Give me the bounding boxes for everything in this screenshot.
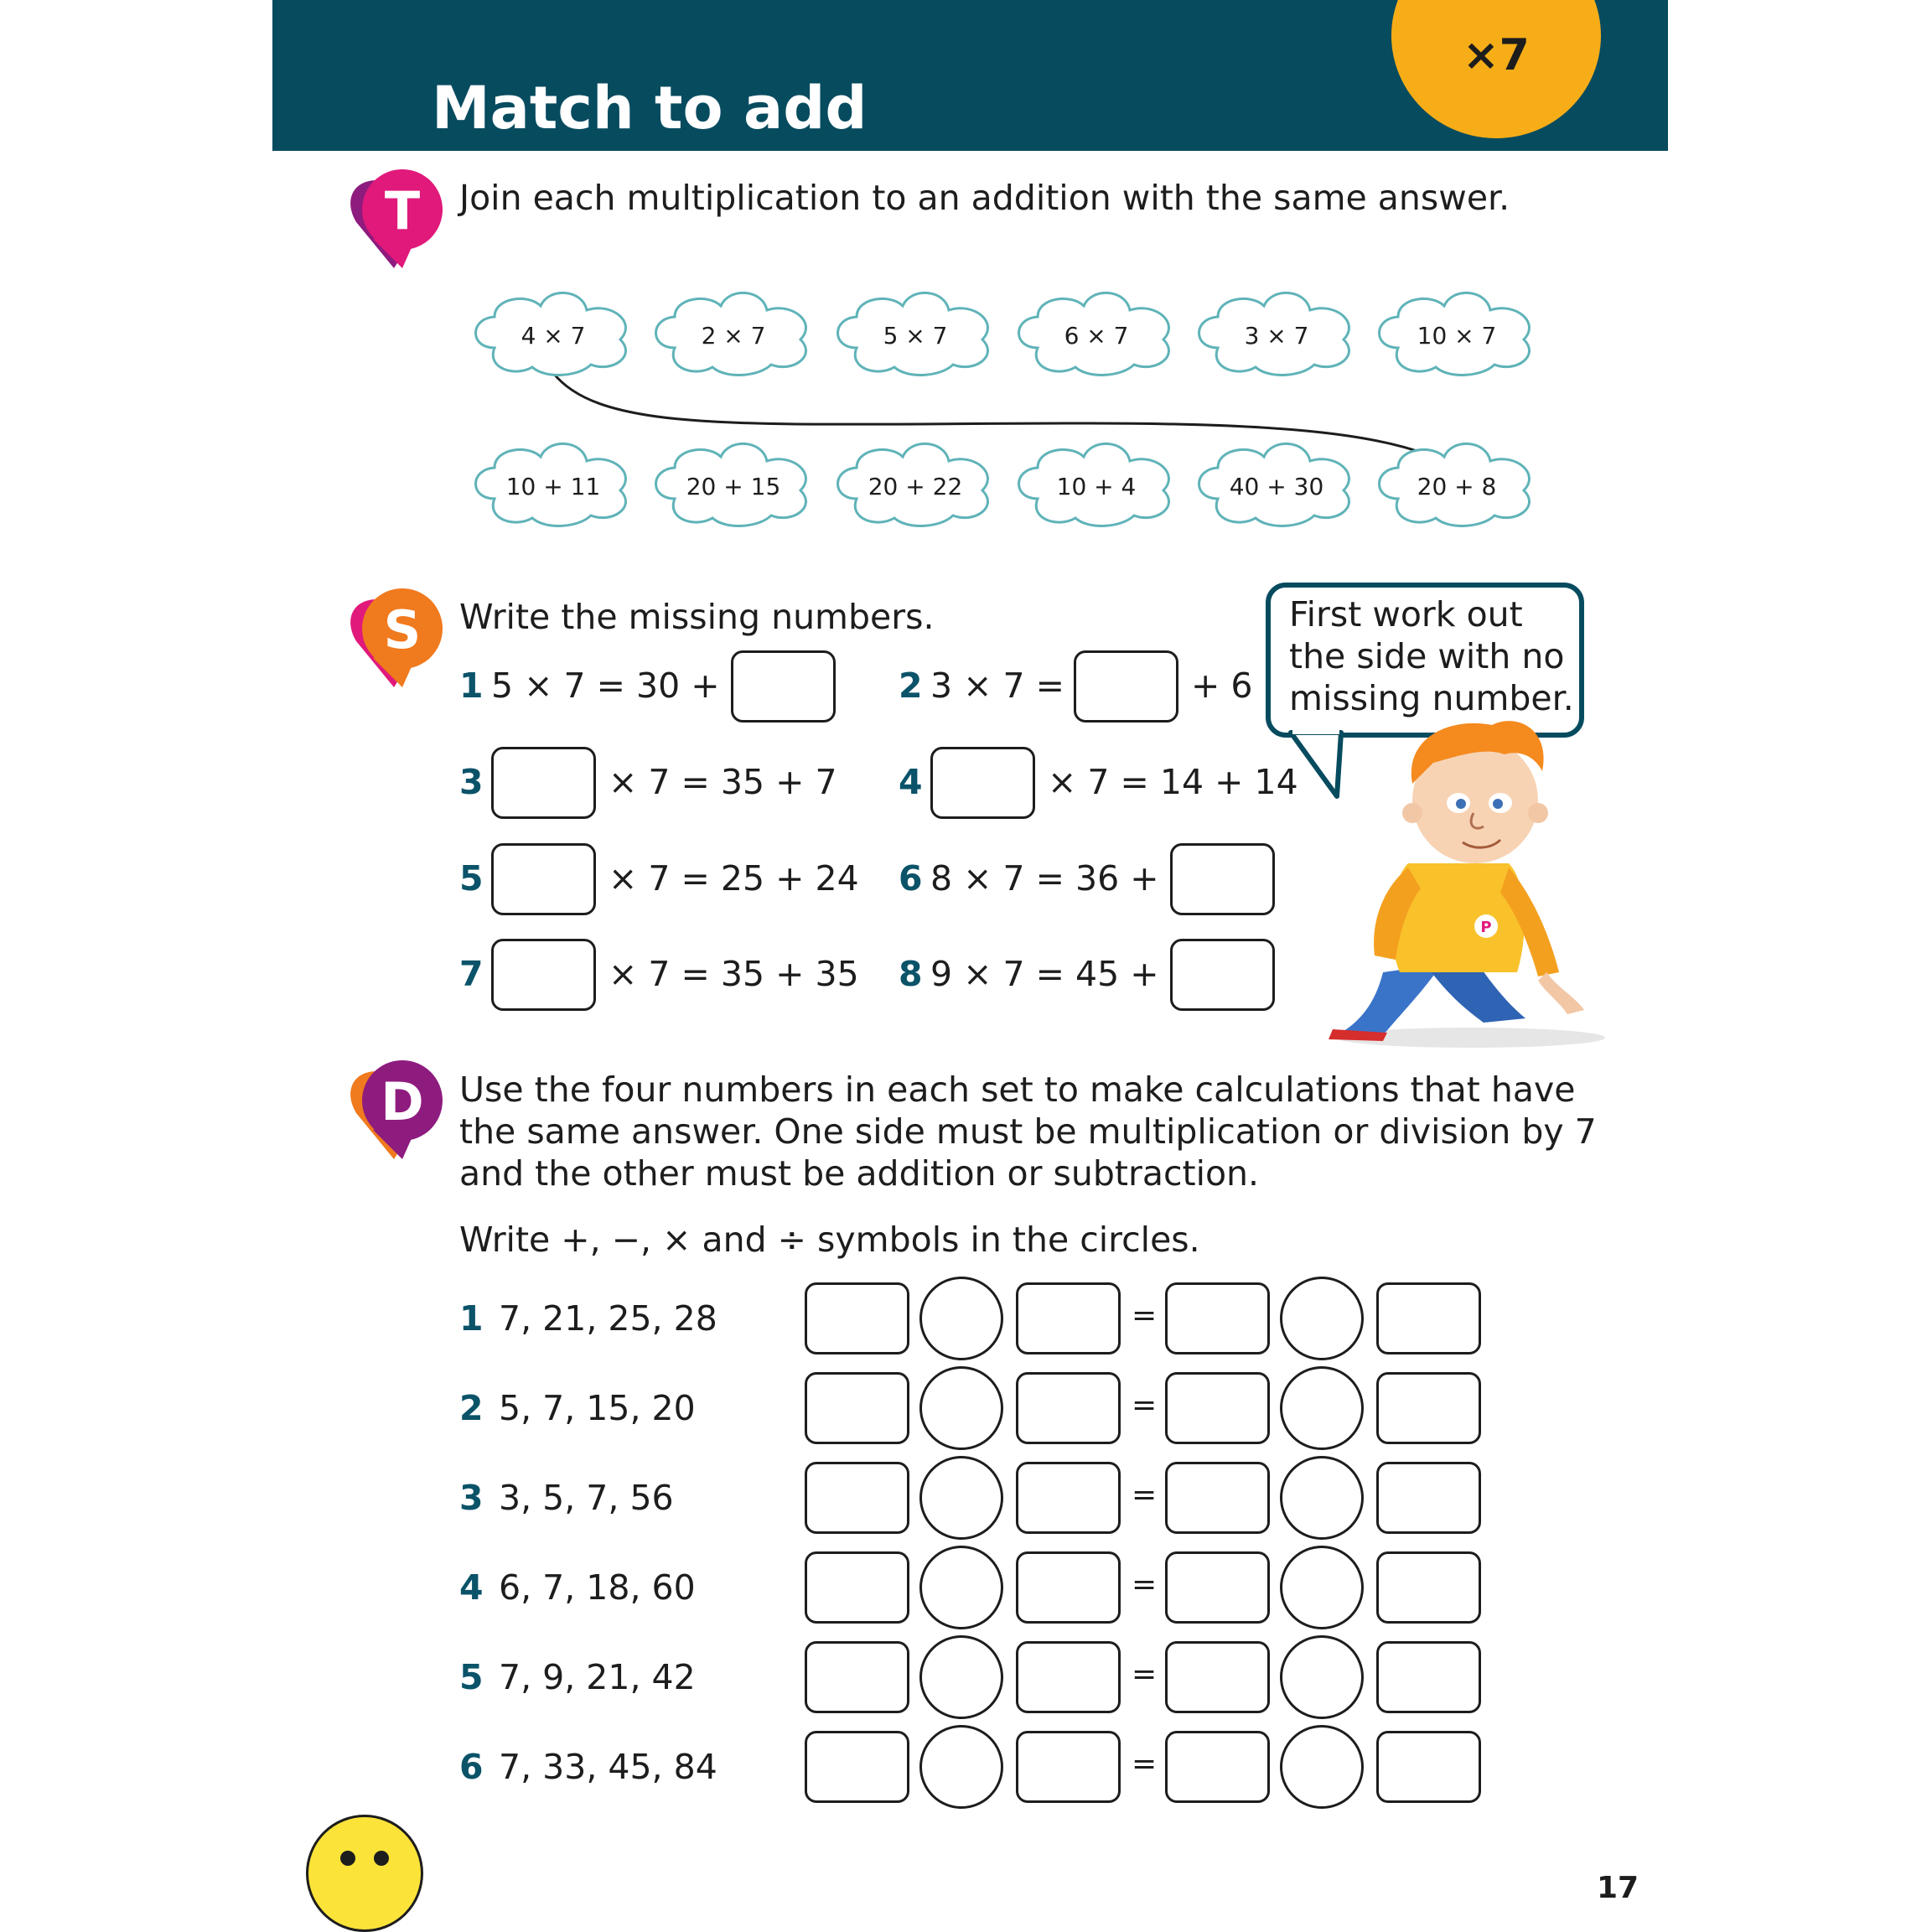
page-number: 17 <box>1597 1871 1639 1905</box>
question-number: 6 <box>899 858 923 899</box>
number-box[interactable] <box>805 1551 909 1624</box>
equation-right-text: + 6 <box>1191 666 1253 706</box>
multiplication-label: 10 × 7 <box>1417 322 1497 350</box>
operator-circle[interactable] <box>1280 1456 1364 1540</box>
number-box[interactable] <box>805 1731 909 1803</box>
operator-circle[interactable] <box>1280 1635 1364 1719</box>
marker-d-icon <box>339 1054 448 1163</box>
number-box[interactable] <box>1016 1641 1121 1713</box>
operator-circle[interactable] <box>919 1366 1003 1450</box>
multiplication-label: 2 × 7 <box>701 322 766 350</box>
equals-sign: = <box>1132 1567 1158 1602</box>
set-number: 3 <box>459 1478 484 1518</box>
boy-character-illustration <box>1324 721 1609 1052</box>
instruction-s: Write the missing numbers. <box>459 597 935 637</box>
instruction-d: Use the four numbers in each set to make calculations that have the same answer. One side must be multiplication or division by 7 and the other must be addition or subtraction. <box>459 1070 1597 1194</box>
addition-cloud[interactable] <box>1380 443 1530 526</box>
addition-cloud[interactable] <box>838 443 988 526</box>
operator-circle[interactable] <box>919 1725 1003 1809</box>
badge-label: ×7 <box>1463 30 1530 80</box>
multiplication-label: 6 × 7 <box>1064 322 1129 350</box>
number-box[interactable] <box>805 1641 909 1713</box>
addition-label: 10 + 11 <box>505 473 601 500</box>
equation-right-text: × 7 = 14 + 14 <box>1048 762 1298 802</box>
operator-circle[interactable] <box>1280 1366 1364 1450</box>
equals-sign: = <box>1132 1478 1158 1512</box>
multiplication-cloud[interactable] <box>656 293 806 375</box>
answer-box[interactable] <box>1074 650 1178 723</box>
addition-label: 40 + 30 <box>1229 473 1324 500</box>
addition-cloud[interactable] <box>476 443 626 526</box>
marker-t-letter: T <box>384 180 421 241</box>
set-number: 4 <box>459 1567 484 1608</box>
set-number: 2 <box>459 1388 484 1428</box>
operator-circle[interactable] <box>919 1456 1003 1540</box>
number-box[interactable] <box>1376 1551 1481 1624</box>
question-number: 3 <box>459 762 484 802</box>
multiplication-cloud[interactable] <box>838 293 988 375</box>
set-number: 1 <box>459 1298 484 1339</box>
number-box[interactable] <box>1376 1731 1481 1803</box>
operator-circle[interactable] <box>919 1277 1003 1360</box>
number-box[interactable] <box>1016 1462 1121 1534</box>
page-title: Match to add <box>432 74 868 142</box>
number-box[interactable] <box>1016 1282 1121 1354</box>
number-box[interactable] <box>805 1372 909 1444</box>
addition-label: 20 + 22 <box>868 473 963 500</box>
addition-label: 20 + 15 <box>686 473 781 500</box>
answer-box[interactable] <box>491 747 596 819</box>
question-number: 5 <box>459 858 484 899</box>
set-number: 5 <box>459 1657 484 1697</box>
multiplication-label: 4 × 7 <box>521 322 586 350</box>
number-set: 3, 5, 7, 56 <box>499 1478 674 1518</box>
answer-box[interactable] <box>930 747 1035 819</box>
number-box[interactable] <box>1165 1372 1270 1444</box>
operator-circle[interactable] <box>1280 1546 1364 1629</box>
number-box[interactable] <box>1165 1551 1270 1624</box>
number-box[interactable] <box>805 1282 909 1354</box>
equals-sign: = <box>1132 1298 1158 1333</box>
answer-box[interactable] <box>1170 843 1275 915</box>
number-box[interactable] <box>1165 1641 1270 1713</box>
hint-text: First work out the side with no missing number. <box>1289 594 1574 718</box>
multiplication-label: 5 × 7 <box>883 322 948 350</box>
addition-label: 20 + 8 <box>1417 473 1497 500</box>
equals-sign: = <box>1132 1388 1158 1422</box>
question-number: 4 <box>899 762 923 802</box>
number-box[interactable] <box>1165 1282 1270 1354</box>
number-box[interactable] <box>805 1462 909 1534</box>
answer-box[interactable] <box>731 650 836 723</box>
number-box[interactable] <box>1376 1462 1481 1534</box>
multiplication-cloud[interactable] <box>1199 293 1349 375</box>
instruction-t: Join each multiplication to an addition with the same answer. <box>459 178 1510 218</box>
answer-box[interactable] <box>491 843 596 915</box>
set-number: 6 <box>459 1747 484 1787</box>
question-number: 2 <box>899 666 923 706</box>
operator-circle[interactable] <box>1280 1277 1364 1360</box>
equals-sign: = <box>1132 1657 1158 1691</box>
number-box[interactable] <box>1376 1641 1481 1713</box>
number-box[interactable] <box>1016 1731 1121 1803</box>
equals-sign: = <box>1132 1747 1158 1781</box>
multiplication-cloud[interactable] <box>1019 293 1169 375</box>
answer-box[interactable] <box>491 939 596 1011</box>
number-box[interactable] <box>1016 1551 1121 1624</box>
number-set: 5, 7, 15, 20 <box>499 1388 696 1428</box>
operator-circle[interactable] <box>1280 1725 1364 1809</box>
question-number: 1 <box>459 666 484 706</box>
marker-s-letter: S <box>383 599 422 660</box>
equation-right-text: × 7 = 35 + 35 <box>609 954 859 994</box>
operator-circle[interactable] <box>919 1546 1003 1629</box>
multiplication-label: 3 × 7 <box>1244 322 1309 350</box>
equation-right-text: × 7 = 35 + 7 <box>609 762 837 802</box>
matching-area <box>0 0 1932 587</box>
marker-s-icon <box>339 583 448 691</box>
number-set: 7, 33, 45, 84 <box>499 1747 717 1787</box>
number-set: 7, 9, 21, 42 <box>499 1657 696 1697</box>
number-box[interactable] <box>1165 1462 1270 1534</box>
instruction-d-symbols: Write +, −, × and ÷ symbols in the circles. <box>459 1220 1200 1260</box>
equation-left-text: 5 × 7 = 30 + <box>491 666 720 706</box>
operator-circle[interactable] <box>919 1635 1003 1719</box>
addition-cloud[interactable] <box>656 443 806 526</box>
smiley-face-icon <box>306 1815 423 1932</box>
multiplication-cloud[interactable] <box>1380 293 1530 375</box>
number-box[interactable] <box>1376 1372 1481 1444</box>
equation-right-text: × 7 = 25 + 24 <box>609 858 859 899</box>
question-number: 8 <box>899 954 923 994</box>
match-line <box>553 373 1440 459</box>
answer-box[interactable] <box>1170 939 1275 1011</box>
marker-d-letter: D <box>381 1071 424 1132</box>
addition-cloud[interactable] <box>1019 443 1169 526</box>
equation-left-text: 8 × 7 = 36 + <box>930 858 1159 899</box>
number-box[interactable] <box>1016 1372 1121 1444</box>
number-box[interactable] <box>1376 1282 1481 1354</box>
number-set: 7, 21, 25, 28 <box>499 1298 717 1339</box>
svg-text:P: P <box>1480 919 1492 936</box>
number-box[interactable] <box>1165 1731 1270 1803</box>
equation-left-text: 3 × 7 = <box>930 666 1064 706</box>
addition-cloud[interactable] <box>1199 443 1349 526</box>
equation-left-text: 9 × 7 = 45 + <box>930 954 1159 994</box>
question-number: 7 <box>459 954 484 994</box>
multiplication-cloud[interactable] <box>476 293 626 375</box>
number-set: 6, 7, 18, 60 <box>499 1567 696 1608</box>
addition-label: 10 + 4 <box>1056 473 1137 500</box>
